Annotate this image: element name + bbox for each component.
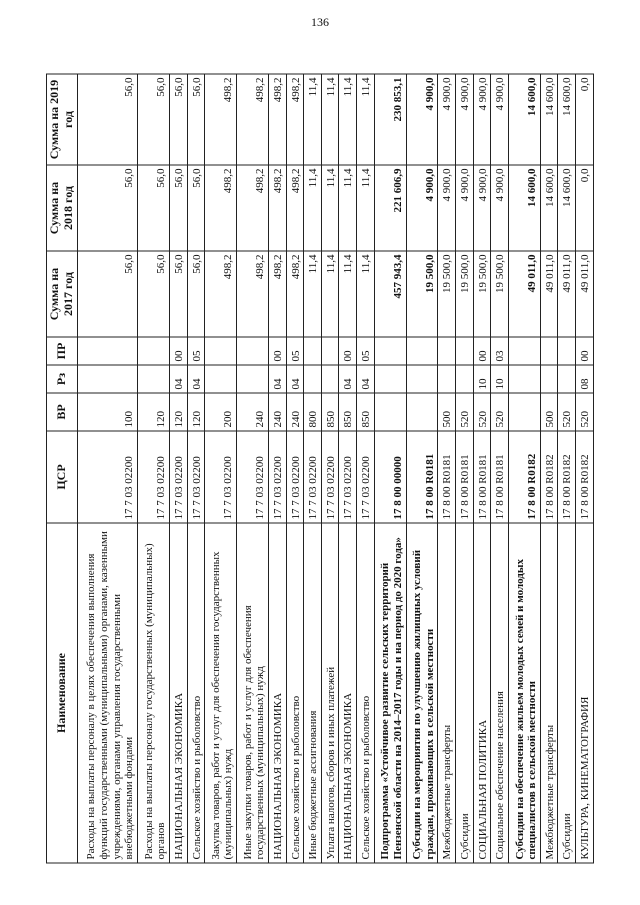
cell-name: Сельское хозяйство и рыболовство [286, 523, 304, 863]
table-row [406, 74, 438, 863]
cell-csr: 17 7 03 02200 [339, 431, 357, 523]
cell-rz: 04 [169, 365, 187, 393]
cell-pr [205, 337, 237, 365]
cell-rz [456, 365, 474, 393]
cell-rz [77, 365, 137, 393]
cell-vr: 850 [357, 393, 375, 431]
cell-vr: 200 [205, 393, 237, 431]
cell-2019: 4 900,0 [406, 74, 438, 165]
header-2019: Сумма на 2019 год [47, 74, 78, 165]
cell-2017: 457 943,4 [374, 251, 406, 337]
cell-name: Иные бюджетные ассигнования [304, 523, 322, 863]
cell-vr: 520 [456, 393, 474, 431]
cell-csr: 17 8 00 R0181 [491, 431, 509, 523]
cell-csr: 17 8 00 R0181 [438, 431, 456, 523]
cell-pr [508, 337, 540, 365]
cell-rz: 10 [491, 365, 509, 393]
cell-pr: 00 [268, 337, 286, 365]
page-number: 136 [311, 15, 329, 29]
cell-pr: 05 [187, 337, 205, 365]
table-row [304, 74, 322, 863]
cell-vr: 850 [321, 393, 339, 431]
cell-2017: 19 500,0 [438, 251, 456, 337]
cell-name: Межбюджетные трансферты [540, 523, 558, 863]
cell-2018: 498,2 [237, 165, 269, 251]
table-row [438, 74, 456, 863]
cell-vr: 120 [138, 393, 170, 431]
cell-2017: 19 500,0 [473, 251, 491, 337]
cell-name: Иные закупки товаров, работ и услуг для обеспечения государственных (муниципальных) нужд [237, 523, 269, 863]
cell-2018: 498,2 [268, 165, 286, 251]
cell-csr: 17 8 00 R0181 [473, 431, 491, 523]
cell-rz: 04 [339, 365, 357, 393]
cell-2017: 498,2 [205, 251, 237, 337]
cell-rz [558, 365, 576, 393]
cell-pr: 05 [286, 337, 304, 365]
cell-vr: 120 [187, 393, 205, 431]
cell-2019: 4 900,0 [491, 74, 509, 165]
cell-2019: 56,0 [77, 74, 137, 165]
header-csr: ЦСР [47, 431, 78, 523]
cell-pr: 03 [491, 337, 509, 365]
cell-vr: 240 [268, 393, 286, 431]
table-row [473, 74, 491, 863]
cell-pr [558, 337, 576, 365]
cell-name: Субсидии [558, 523, 576, 863]
cell-pr [321, 337, 339, 365]
cell-rz: 04 [268, 365, 286, 393]
cell-2019: 498,2 [205, 74, 237, 165]
cell-csr: 17 7 03 02200 [321, 431, 339, 523]
cell-2017: 49 011,0 [540, 251, 558, 337]
table-row [321, 74, 339, 863]
cell-vr: 100 [77, 393, 137, 431]
cell-2019: 4 900,0 [438, 74, 456, 165]
cell-2017: 56,0 [138, 251, 170, 337]
cell-name: Межбюджетные трансферты [438, 523, 456, 863]
cell-rz [205, 365, 237, 393]
cell-rz [540, 365, 558, 393]
cell-pr [374, 337, 406, 365]
header-pr: ПР [47, 337, 78, 365]
cell-2018: 56,0 [138, 165, 170, 251]
cell-vr: 520 [576, 393, 594, 431]
budget-table [46, 74, 594, 864]
cell-name: Подпрограмма «Устойчивое развитие сельских территорий Пензенской области на 2014–2017 годы и на период до 2020 года» [374, 523, 406, 863]
cell-rz: 04 [357, 365, 375, 393]
cell-2019: 4 900,0 [456, 74, 474, 165]
cell-csr: 17 8 00 R0182 [576, 431, 594, 523]
table-row [491, 74, 509, 863]
table-row [456, 74, 474, 863]
cell-name: НАЦИОНАЛЬНАЯ ЭКОНОМИКА [169, 523, 187, 863]
cell-2017: 56,0 [187, 251, 205, 337]
cell-csr: 17 7 03 02200 [268, 431, 286, 523]
table-row [540, 74, 558, 863]
table-row [138, 74, 170, 863]
cell-name: Социальное обеспечение населения [491, 523, 509, 863]
cell-rz: 10 [473, 365, 491, 393]
cell-name: Расходы на выплаты персоналу государственных (муниципальных) органов [138, 523, 170, 863]
cell-pr [77, 337, 137, 365]
cell-name: Субсидии на мероприятия по улучшению жилищных условий граждан, проживающих в сельской местности [406, 523, 438, 863]
cell-vr: 520 [558, 393, 576, 431]
cell-vr: 240 [237, 393, 269, 431]
table-row [286, 74, 304, 863]
cell-2017: 498,2 [286, 251, 304, 337]
cell-rz [438, 365, 456, 393]
cell-rz [138, 365, 170, 393]
cell-2018: 56,0 [77, 165, 137, 251]
cell-rz [508, 365, 540, 393]
cell-2017: 19 500,0 [491, 251, 509, 337]
table-body [77, 74, 593, 863]
cell-pr: 05 [357, 337, 375, 365]
cell-2018: 221 606,9 [374, 165, 406, 251]
cell-name: НАЦИОНАЛЬНАЯ ЭКОНОМИКА [268, 523, 286, 863]
cell-csr: 17 7 03 02200 [77, 431, 137, 523]
cell-2017: 11,4 [357, 251, 375, 337]
cell-2018: 56,0 [169, 165, 187, 251]
cell-2019: 14 600,0 [558, 74, 576, 165]
cell-2017: 11,4 [321, 251, 339, 337]
cell-vr [508, 393, 540, 431]
cell-name: Сельское хозяйство и рыболовство [187, 523, 205, 863]
cell-2019: 498,2 [237, 74, 269, 165]
cell-name: НАЦИОНАЛЬНАЯ ЭКОНОМИКА [339, 523, 357, 863]
table-row [268, 74, 286, 863]
cell-2018: 498,2 [286, 165, 304, 251]
cell-name: Уплата налогов, сборов и иных платежей [321, 523, 339, 863]
cell-2019: 14 600,0 [508, 74, 540, 165]
cell-pr [438, 337, 456, 365]
cell-2018: 4 900,0 [473, 165, 491, 251]
cell-rz [321, 365, 339, 393]
cell-2018: 4 900,0 [491, 165, 509, 251]
header-name: Наименование [47, 523, 78, 863]
table-row [374, 74, 406, 863]
header-rz: Рз [47, 365, 78, 393]
cell-pr [540, 337, 558, 365]
cell-2019: 14 600,0 [540, 74, 558, 165]
cell-csr: 17 8 00 R0182 [558, 431, 576, 523]
cell-csr: 17 7 03 02200 [357, 431, 375, 523]
cell-csr: 17 7 03 02200 [237, 431, 269, 523]
cell-csr: 17 8 00 R0181 [456, 431, 474, 523]
cell-name: СОЦИАЛЬНАЯ ПОЛИТИКА [473, 523, 491, 863]
cell-2017: 49 011,0 [576, 251, 594, 337]
cell-2018: 11,4 [339, 165, 357, 251]
cell-csr: 17 7 03 02200 [187, 431, 205, 523]
cell-csr: 17 7 03 02200 [286, 431, 304, 523]
cell-2019: 4 900,0 [473, 74, 491, 165]
cell-2019: 230 853,1 [374, 74, 406, 165]
cell-2017: 498,2 [237, 251, 269, 337]
cell-vr: 500 [540, 393, 558, 431]
cell-pr [138, 337, 170, 365]
cell-vr [374, 393, 406, 431]
cell-rz: 04 [187, 365, 205, 393]
cell-csr: 17 8 00 00000 [374, 431, 406, 523]
cell-2019: 0,0 [576, 74, 594, 165]
cell-2018: 4 900,0 [456, 165, 474, 251]
cell-2019: 56,0 [169, 74, 187, 165]
table-row [339, 74, 357, 863]
cell-name: Расходы на выплаты персоналу в целях обеспечения выполнения функций государственными (муниципальными) органами, казенными учреждениями, органами управления государственными внебюджетными фондами [77, 523, 137, 863]
cell-2018: 11,4 [357, 165, 375, 251]
cell-vr: 120 [169, 393, 187, 431]
cell-2018: 4 900,0 [438, 165, 456, 251]
cell-rz [374, 365, 406, 393]
cell-csr: 17 7 03 02200 [169, 431, 187, 523]
table-header-row [47, 74, 78, 863]
header-vr: ВР [47, 393, 78, 431]
cell-2019: 56,0 [187, 74, 205, 165]
table-row [169, 74, 187, 863]
table-row [357, 74, 375, 863]
cell-2018: 56,0 [187, 165, 205, 251]
cell-pr: 00 [473, 337, 491, 365]
cell-2017: 56,0 [77, 251, 137, 337]
cell-vr: 240 [286, 393, 304, 431]
cell-vr [406, 393, 438, 431]
cell-rz [406, 365, 438, 393]
cell-2018: 498,2 [205, 165, 237, 251]
cell-rz [304, 365, 322, 393]
cell-vr: 800 [304, 393, 322, 431]
header-2017: Сумма на 2017 год [47, 251, 78, 337]
cell-2018: 4 900,0 [406, 165, 438, 251]
cell-csr: 17 7 03 02200 [138, 431, 170, 523]
cell-2017: 19 500,0 [406, 251, 438, 337]
cell-pr: 00 [576, 337, 594, 365]
cell-2019: 11,4 [339, 74, 357, 165]
cell-2017: 19 500,0 [456, 251, 474, 337]
cell-csr: 17 8 00 R0182 [540, 431, 558, 523]
table-row [558, 74, 576, 863]
table-row [205, 74, 237, 863]
cell-csr: 17 8 00 R0182 [508, 431, 540, 523]
cell-vr: 520 [473, 393, 491, 431]
cell-csr: 17 7 03 02200 [205, 431, 237, 523]
cell-2019: 498,2 [268, 74, 286, 165]
cell-name: Закупка товаров, работ и услуг для обеспечения государственных (муниципальных) нужд [205, 523, 237, 863]
table-row [77, 74, 137, 863]
table-row [508, 74, 540, 863]
cell-pr [456, 337, 474, 365]
cell-2019: 11,4 [357, 74, 375, 165]
cell-name: Сельское хозяйство и рыболовство [357, 523, 375, 863]
cell-pr [406, 337, 438, 365]
cell-pr: 00 [169, 337, 187, 365]
cell-2019: 11,4 [321, 74, 339, 165]
cell-2017: 56,0 [169, 251, 187, 337]
table-row [187, 74, 205, 863]
cell-2018: 14 600,0 [508, 165, 540, 251]
cell-vr: 500 [438, 393, 456, 431]
cell-pr [304, 337, 322, 365]
table-row [237, 74, 269, 863]
cell-csr: 17 8 00 R0181 [406, 431, 438, 523]
cell-2018: 14 600,0 [540, 165, 558, 251]
cell-2018: 0,0 [576, 165, 594, 251]
cell-2017: 49 011,0 [558, 251, 576, 337]
cell-2018: 11,4 [321, 165, 339, 251]
cell-2017: 49 011,0 [508, 251, 540, 337]
cell-rz: 08 [576, 365, 594, 393]
header-2018: Сумма на 2018 год [47, 165, 78, 251]
table-row [576, 74, 594, 863]
rotated-table-container [46, 75, 594, 864]
cell-2017: 11,4 [339, 251, 357, 337]
cell-2018: 11,4 [304, 165, 322, 251]
cell-name: КУЛЬТУРА, КИНЕМАТОГРАФИЯ [576, 523, 594, 863]
cell-pr: 00 [339, 337, 357, 365]
cell-2018: 14 600,0 [558, 165, 576, 251]
cell-2019: 11,4 [304, 74, 322, 165]
cell-pr [237, 337, 269, 365]
cell-vr: 850 [339, 393, 357, 431]
cell-name: Субсидии [456, 523, 474, 863]
cell-csr: 17 7 03 02200 [304, 431, 322, 523]
cell-2019: 498,2 [286, 74, 304, 165]
cell-name: Субсидии на обеспечение жильем молодых семей и молодых специалистов в сельской местности [508, 523, 540, 863]
cell-2019: 56,0 [138, 74, 170, 165]
cell-rz [237, 365, 269, 393]
cell-rz: 04 [286, 365, 304, 393]
cell-2017: 11,4 [304, 251, 322, 337]
cell-vr: 520 [491, 393, 509, 431]
cell-2017: 498,2 [268, 251, 286, 337]
